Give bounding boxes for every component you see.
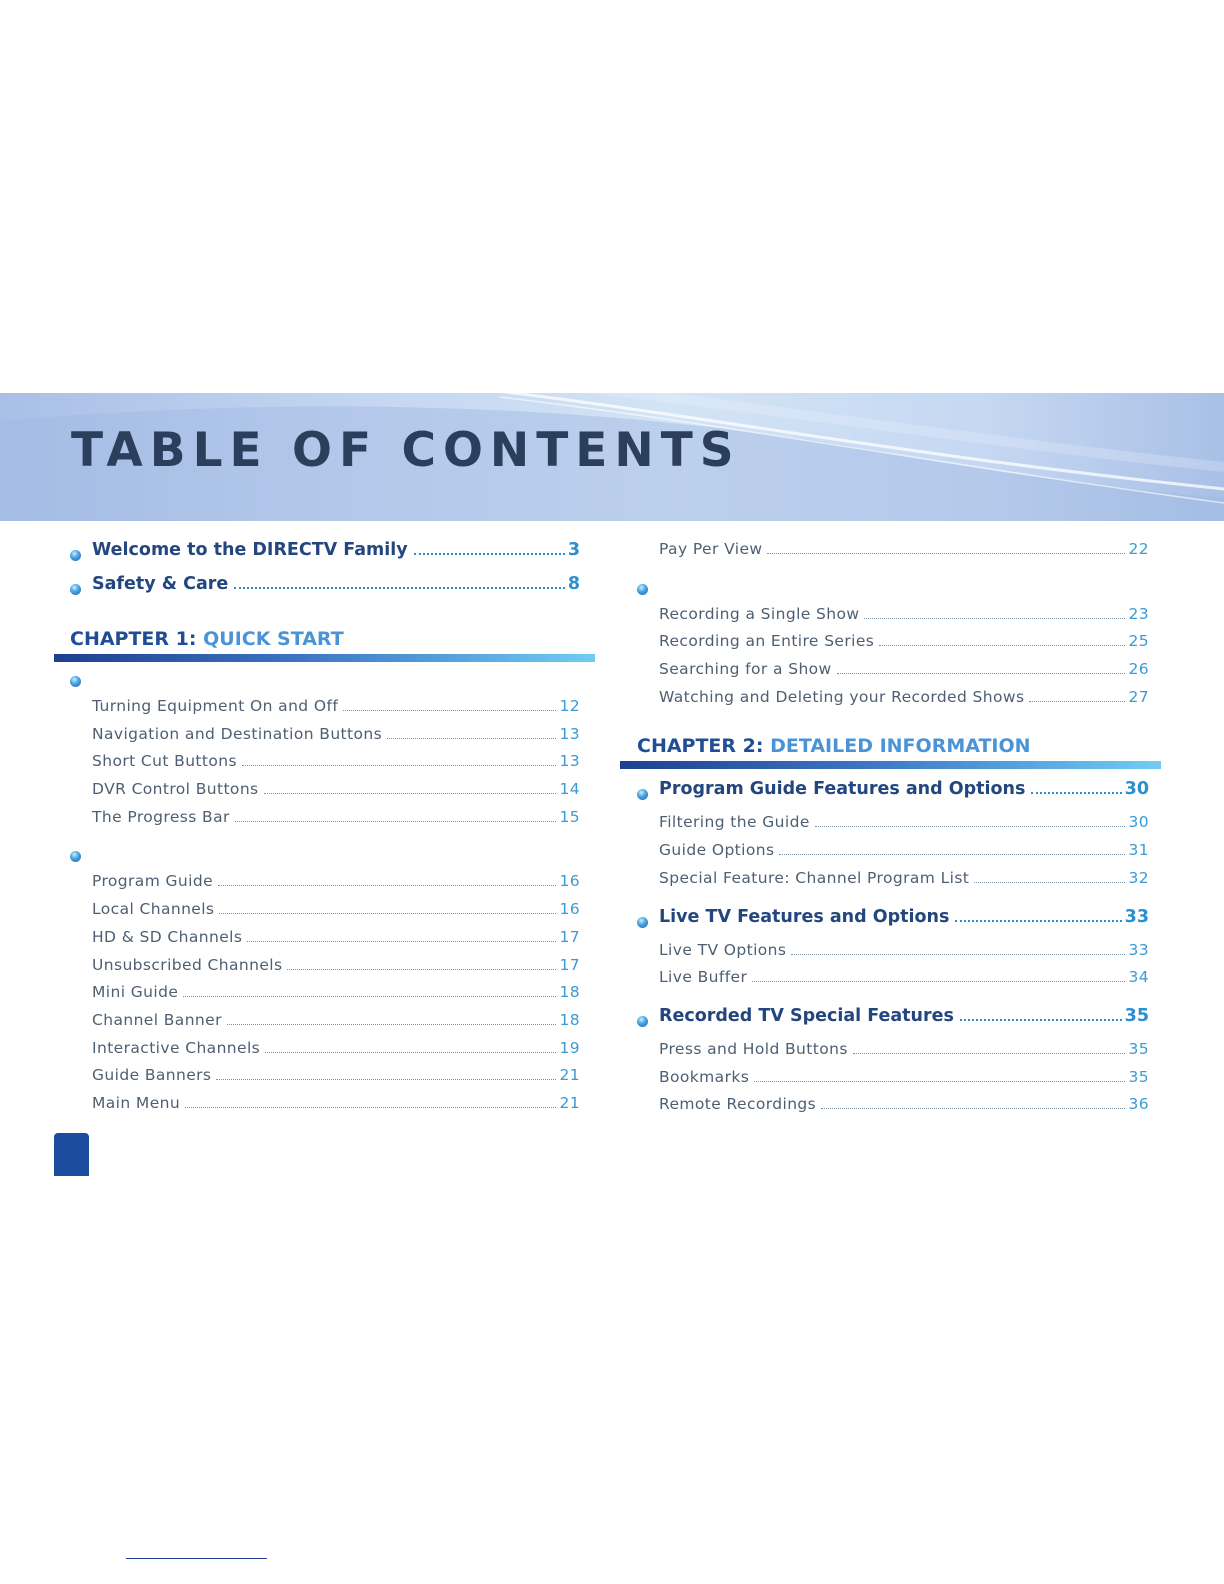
toc-entry[interactable] xyxy=(637,605,1149,633)
page-title: TABLE OF CONTENTS xyxy=(71,423,741,478)
toc-entry[interactable] xyxy=(70,1039,580,1067)
toc-entry-safety[interactable] xyxy=(70,574,580,608)
footer-rule xyxy=(126,1558,267,1559)
dot-leader xyxy=(242,765,557,766)
toc-entry[interactable] xyxy=(70,725,580,753)
dot-leader xyxy=(234,587,565,589)
entry-page: 14 xyxy=(559,780,580,799)
entry-label: Recorded TV Special Features xyxy=(659,1005,954,1026)
toc-entry[interactable] xyxy=(637,869,1149,897)
entry-page: 36 xyxy=(1128,1095,1149,1114)
dot-leader xyxy=(837,673,1126,674)
dot-leader xyxy=(960,1019,1122,1021)
bullet-icon xyxy=(637,1016,648,1027)
toc-entry[interactable] xyxy=(70,900,580,928)
entry-page: 35 xyxy=(1128,1067,1149,1086)
dot-leader xyxy=(343,710,556,711)
entry-page: 16 xyxy=(559,872,580,891)
entry-page: 22 xyxy=(1128,540,1149,558)
toc-entry[interactable] xyxy=(70,956,580,984)
toc-entry-welcome[interactable] xyxy=(70,540,580,574)
dot-leader xyxy=(185,1107,556,1108)
bullet-icon xyxy=(637,584,648,595)
entry-label: Channel Banner xyxy=(92,1010,222,1029)
entry-page: 21 xyxy=(559,1093,580,1112)
entry-page: 25 xyxy=(1128,632,1149,651)
bullet-icon xyxy=(637,789,648,800)
entry-label: Remote Recordings xyxy=(659,1095,817,1114)
entry-page: 26 xyxy=(1128,660,1149,679)
chapter-name: DETAILED INFORMATION xyxy=(770,735,1031,758)
entry-label: Guide Banners xyxy=(92,1066,212,1085)
toc-left-column xyxy=(70,540,580,1122)
entry-page: 35 xyxy=(1128,1039,1149,1058)
entry-label: Filtering the Guide xyxy=(659,813,810,832)
entry-page: 18 xyxy=(559,983,580,1002)
bullet-icon xyxy=(70,550,81,561)
entry-page: 15 xyxy=(559,807,580,826)
toc-entry[interactable] xyxy=(637,968,1149,996)
dot-leader xyxy=(414,553,565,555)
toc-entry[interactable] xyxy=(637,1068,1149,1096)
toc-entry[interactable] xyxy=(70,752,580,780)
entry-page: 27 xyxy=(1128,687,1149,706)
entry-label: HD & SD Channels xyxy=(92,927,243,946)
dot-leader xyxy=(219,913,556,914)
dot-leader xyxy=(183,996,556,997)
dot-leader xyxy=(815,826,1126,827)
dot-leader xyxy=(216,1079,556,1080)
entry-page: 33 xyxy=(1124,906,1149,927)
entry-label: Watching and Deleting your Recorded Shows xyxy=(659,687,1025,706)
dot-leader xyxy=(752,981,1125,982)
bullet-icon xyxy=(70,676,81,687)
dot-leader xyxy=(864,618,1125,619)
dot-leader xyxy=(264,793,557,794)
entry-label: Program Guide xyxy=(92,872,214,891)
dot-leader xyxy=(1029,701,1125,702)
entry-label: DVR Control Buttons xyxy=(92,780,259,799)
entry-page: 3 xyxy=(567,540,580,560)
entry-page: 8 xyxy=(567,574,580,594)
entry-page: 16 xyxy=(559,900,580,919)
chapter-name: QUICK START xyxy=(203,628,344,650)
toc-entry[interactable] xyxy=(637,632,1149,660)
toc-entry[interactable] xyxy=(70,780,580,808)
entry-label: Live TV Features and Options xyxy=(659,906,950,927)
toc-section-recorded-tv[interactable] xyxy=(637,1006,1149,1040)
dot-leader xyxy=(287,969,556,970)
dot-leader xyxy=(227,1024,557,1025)
entry-label: Navigation and Destination Buttons xyxy=(92,724,383,743)
entry-label: Pay Per View xyxy=(659,540,763,558)
entry-page: 13 xyxy=(559,724,580,743)
entry-page: 13 xyxy=(559,752,580,771)
entry-page: 17 xyxy=(559,927,580,946)
toc-entry[interactable] xyxy=(70,1066,580,1094)
entry-label: Bookmarks xyxy=(659,1067,750,1086)
chapter-prefix: CHAPTER 1: xyxy=(70,628,197,650)
chapter-2-rule xyxy=(620,761,1161,769)
toc-entry[interactable] xyxy=(637,660,1149,688)
bullet-icon xyxy=(70,851,81,862)
dot-leader xyxy=(779,854,1125,855)
entry-label: The Progress Bar xyxy=(92,807,230,826)
entry-page: 33 xyxy=(1128,940,1149,959)
entry-page: 21 xyxy=(559,1066,580,1085)
entry-page: 18 xyxy=(559,1010,580,1029)
toc-bullet-group-3 xyxy=(637,578,1149,605)
dot-leader xyxy=(853,1053,1126,1054)
entry-label: Turning Equipment On and Off xyxy=(92,697,339,715)
toc-entry[interactable] xyxy=(637,688,1149,716)
entry-label: Local Channels xyxy=(92,900,215,919)
toc-entry[interactable] xyxy=(70,1094,580,1122)
toc-bullet-group-1 xyxy=(70,670,580,697)
toc-section-program-guide[interactable] xyxy=(637,779,1149,813)
toc-section-live-tv[interactable] xyxy=(637,907,1149,941)
dot-leader xyxy=(754,1081,1125,1082)
dot-leader xyxy=(1031,792,1121,794)
dot-leader xyxy=(265,1052,556,1053)
chapter-prefix: CHAPTER 2: xyxy=(637,735,764,758)
entry-label: Mini Guide xyxy=(92,983,179,1002)
page-number-tab xyxy=(54,1133,89,1176)
dot-leader xyxy=(974,882,1125,883)
entry-label: Special Feature: Channel Program List xyxy=(659,868,970,887)
dot-leader xyxy=(821,1108,1125,1109)
toc-entry[interactable] xyxy=(70,1011,580,1039)
toc-entry[interactable] xyxy=(637,841,1149,869)
dot-leader xyxy=(879,645,1125,646)
toc-entry[interactable] xyxy=(70,983,580,1011)
bullet-icon xyxy=(70,584,81,595)
entry-page: 32 xyxy=(1128,868,1149,887)
chapter-1-rule xyxy=(54,654,595,662)
dot-leader xyxy=(235,821,557,822)
dot-leader xyxy=(247,941,556,942)
entry-label: Main Menu xyxy=(92,1093,181,1112)
entry-label: Recording a Single Show xyxy=(659,604,860,623)
toc-entry[interactable] xyxy=(70,808,580,836)
entry-label: Program Guide Features and Options xyxy=(659,779,1026,800)
entry-label: Press and Hold Buttons xyxy=(659,1039,848,1058)
bullet-icon xyxy=(637,917,648,928)
entry-label: Interactive Channels xyxy=(92,1038,261,1057)
toc-entry[interactable] xyxy=(637,1040,1149,1068)
dot-leader xyxy=(218,885,556,886)
entry-page: 23 xyxy=(1128,604,1149,623)
entry-page: 35 xyxy=(1124,1005,1149,1026)
entry-label: Live TV Options xyxy=(659,940,787,959)
chapter-1-heading xyxy=(70,608,580,662)
toc-entry[interactable] xyxy=(637,1095,1149,1123)
entry-label: Unsubscribed Channels xyxy=(92,955,283,974)
entry-label: Guide Options xyxy=(659,841,775,860)
entry-label: Recording an Entire Series xyxy=(659,632,875,651)
entry-page: 31 xyxy=(1128,841,1149,860)
toc-entry[interactable] xyxy=(637,540,1149,568)
entry-label: Live Buffer xyxy=(659,968,748,987)
toc-right-column xyxy=(637,540,1149,1123)
dot-leader xyxy=(387,738,556,739)
entry-page: 34 xyxy=(1128,968,1149,987)
entry-page: 19 xyxy=(559,1038,580,1057)
entry-label: Safety & Care xyxy=(92,574,229,594)
dot-leader xyxy=(791,954,1125,955)
entry-page: 30 xyxy=(1128,813,1149,832)
entry-label: Welcome to the DIRECTV Family xyxy=(92,540,408,560)
chapter-2-heading xyxy=(637,715,1149,769)
entry-page: 17 xyxy=(559,955,580,974)
toc-bullet-group-2 xyxy=(70,845,580,872)
toc-entry[interactable] xyxy=(70,697,580,725)
toc-entry[interactable] xyxy=(70,872,580,900)
entry-label: Short Cut Buttons xyxy=(92,752,237,771)
toc-entry[interactable] xyxy=(70,928,580,956)
dot-leader xyxy=(767,553,1125,554)
title-banner xyxy=(0,393,1224,521)
toc-entry[interactable] xyxy=(637,813,1149,841)
entry-page: 30 xyxy=(1124,779,1149,800)
toc-entry[interactable] xyxy=(637,941,1149,969)
entry-page: 12 xyxy=(559,697,580,715)
dot-leader xyxy=(955,920,1121,922)
entry-label: Searching for a Show xyxy=(659,660,832,679)
